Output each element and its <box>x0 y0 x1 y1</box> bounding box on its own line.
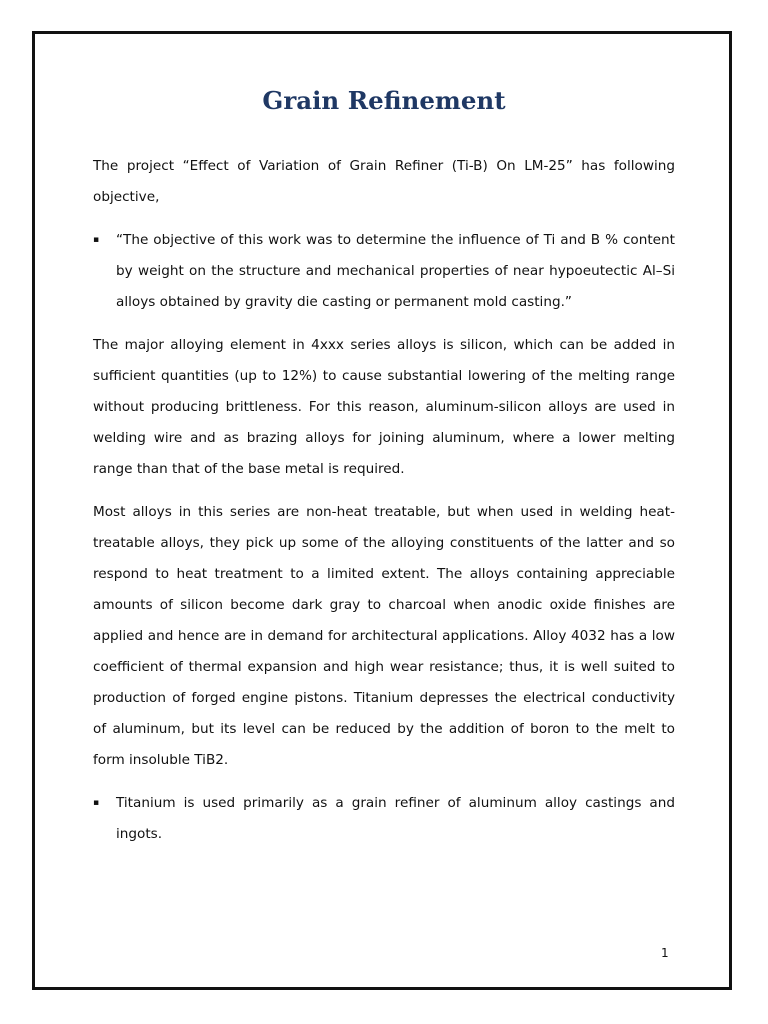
bullet-text-objective: “The objective of this work was to determine the influence of Ti and B % content by weight on the structure and mechanical properties of near hypoeutectic Al–Si alloys obtained by gravity die casting or permanent mold casting.” <box>116 232 675 310</box>
bullet-square-icon: ▪ <box>93 235 100 245</box>
bullet-item-titanium <box>93 788 675 850</box>
intro-paragraph: The project “Effect of Variation of Grain Refiner (Ti-B) On LM-25” has following objective, <box>93 158 675 205</box>
document-body <box>93 151 675 850</box>
bullet-text-titanium: Titanium is used primarily as a grain refiner of aluminum alloy castings and ingots. <box>116 795 675 842</box>
page-title: Grain Refinement <box>262 86 506 115</box>
bullet-square-icon: ▪ <box>93 798 100 808</box>
paragraph-alloying-element: The major alloying element in 4xxx series alloys is silicon, which can be added in sufficient quantities (up to 12%) to cause substantial lowering of the melting range without producing brittleness. For this reason, aluminum-silicon alloys are used in welding wire and as brazing alloys for joining aluminum, where a lower melting range than that of the base metal is required. <box>93 337 675 477</box>
paragraph-heat-treatable: Most alloys in this series are non-heat treatable, but when used in welding heat-treatable alloys, they pick up some of the alloying constituents of the latter and so respond to heat treatment to a limited extent. The alloys containing appreciable amounts of silicon become dark gray to charcoal when anodic oxide finishes are applied and hence are in demand for architectural applications. Alloy 4032 has a low coefficient of thermal expansion and high wear resistance; thus, it is well suited to production of forged engine pistons. Titanium depresses the electrical conductivity of aluminum, but its level can be reduced by the addition of boron to the melt to form insoluble TiB2. <box>93 504 675 768</box>
page-number: 1 <box>661 946 669 960</box>
bullet-item-objective <box>93 225 675 318</box>
